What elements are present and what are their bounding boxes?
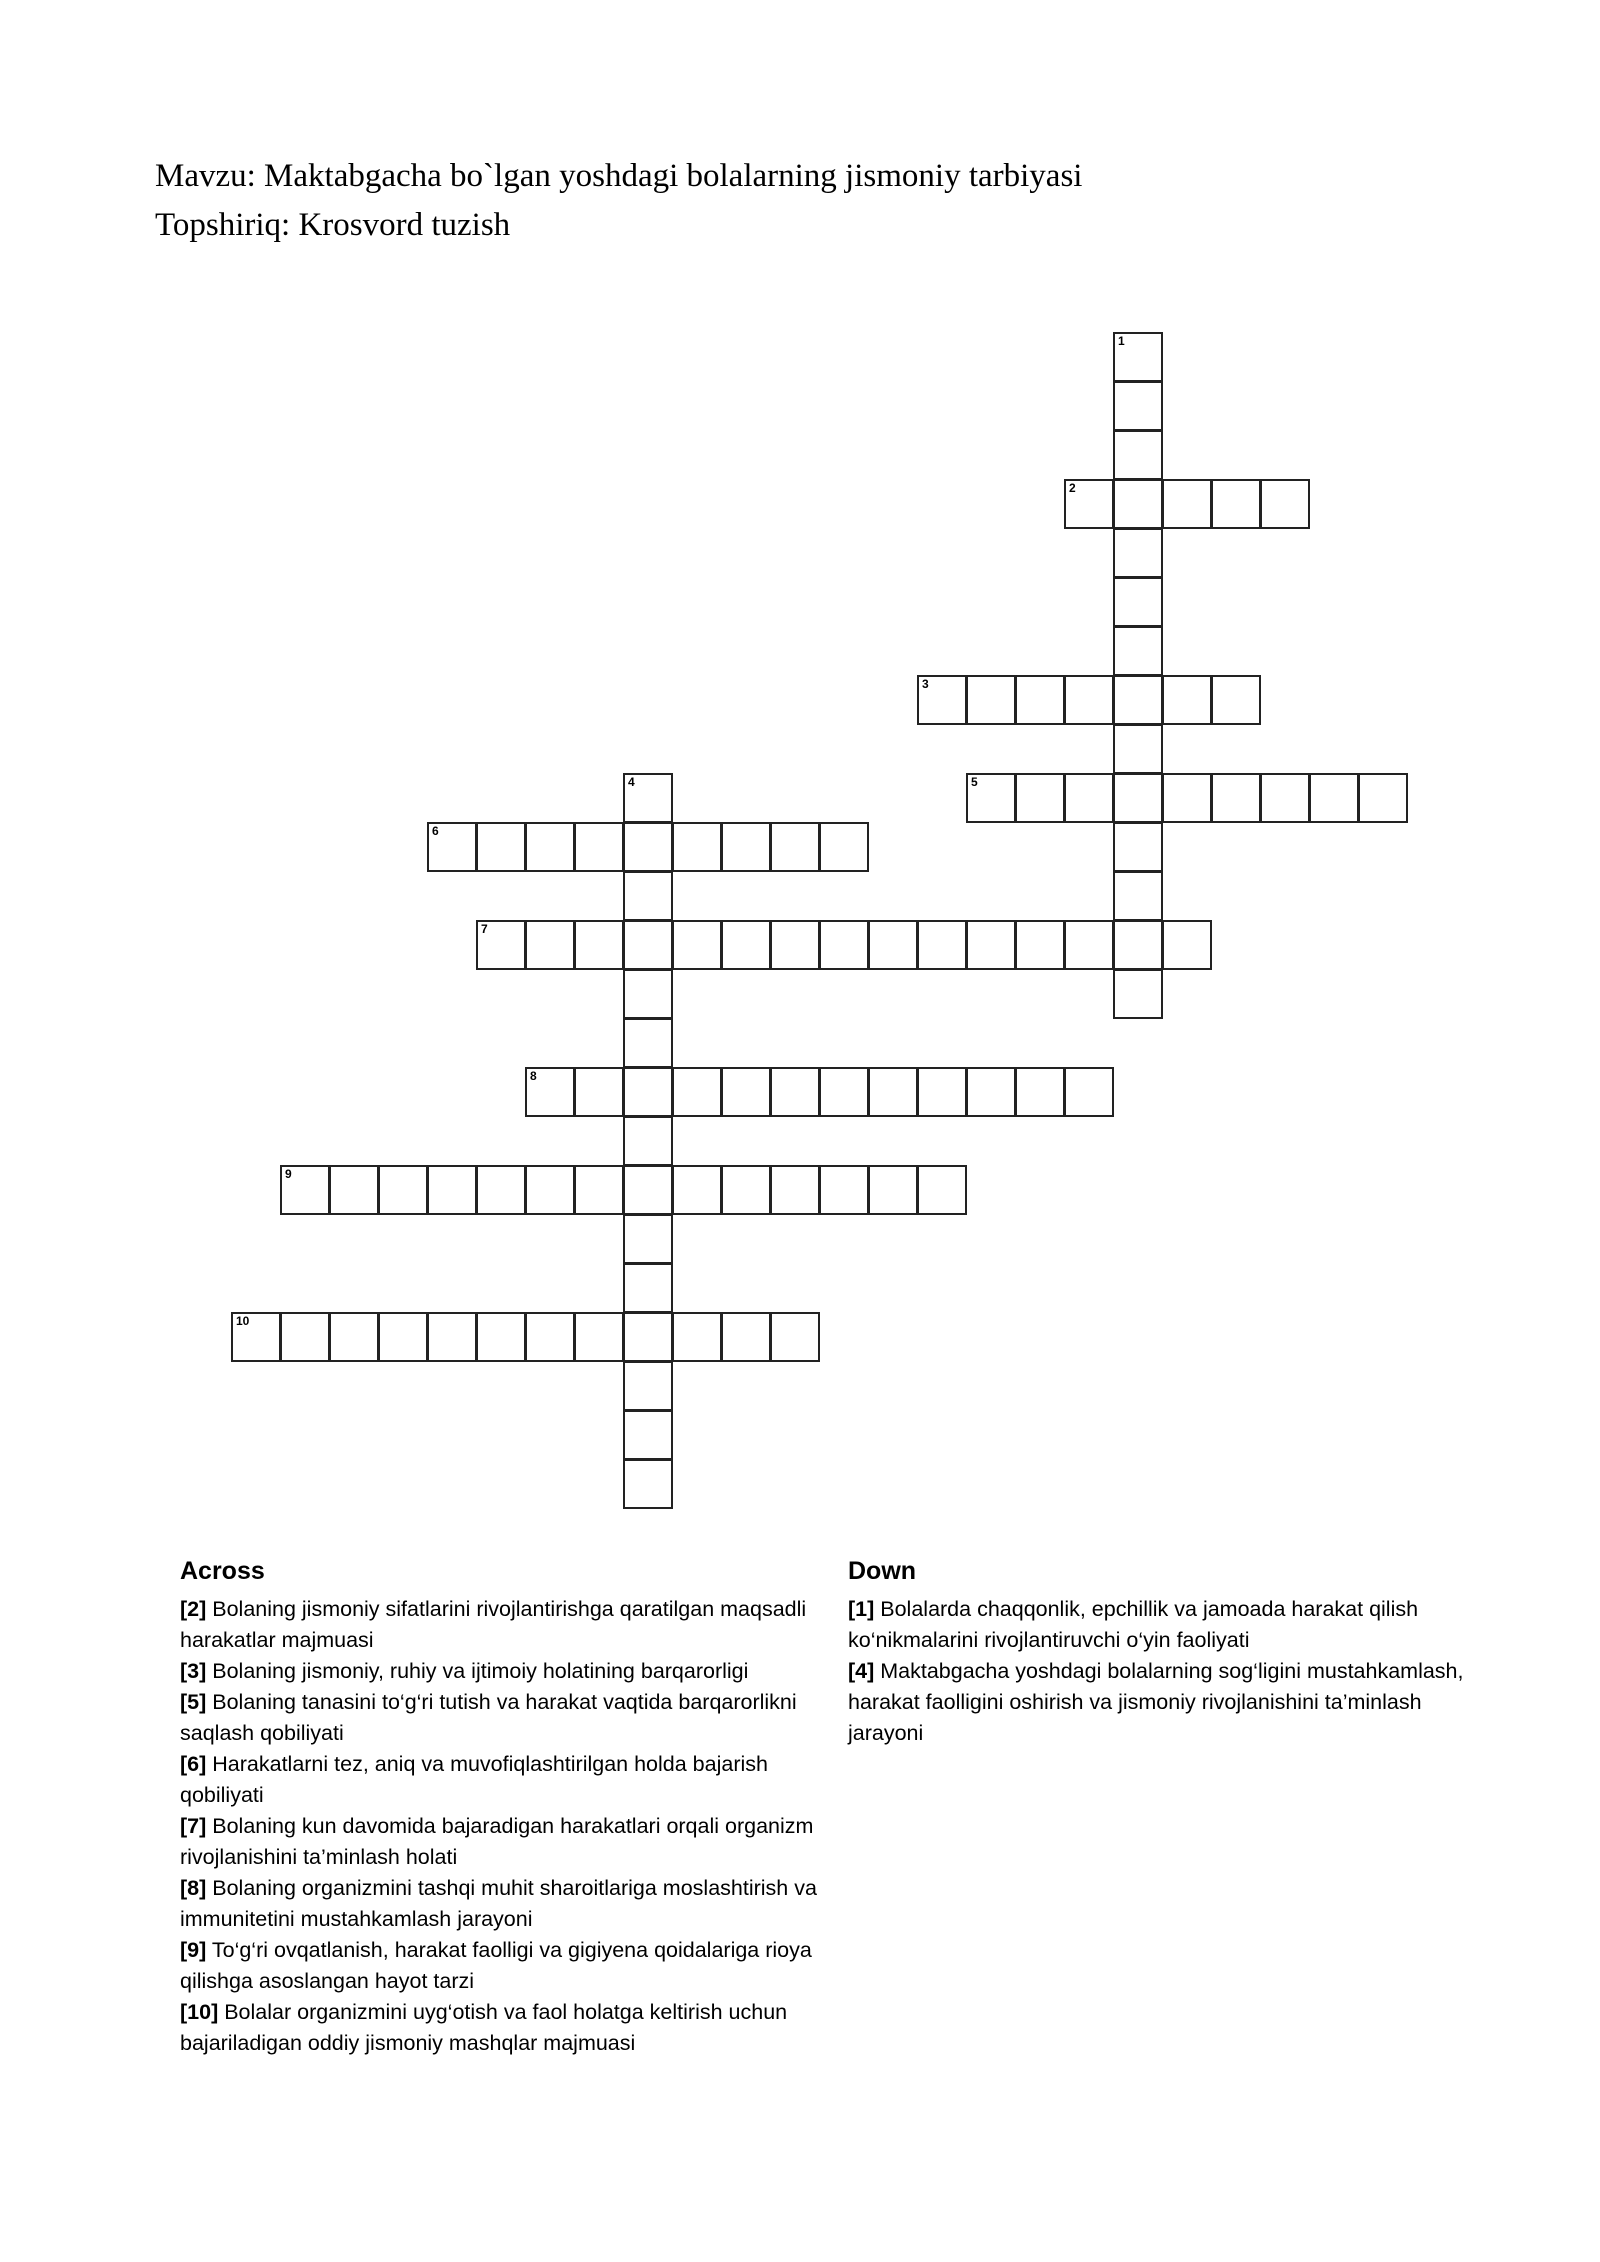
- crossword-cell[interactable]: [1113, 773, 1163, 823]
- crossword-cell[interactable]: [1113, 920, 1163, 970]
- across-clues: [180, 1556, 830, 2059]
- crossword-cell[interactable]: [917, 1067, 967, 1117]
- crossword-cell[interactable]: [1064, 773, 1114, 823]
- across-clue: [180, 1656, 830, 1687]
- crossword-cell[interactable]: [966, 920, 1016, 970]
- crossword-cell[interactable]: [574, 1165, 624, 1215]
- crossword-cell[interactable]: [231, 1312, 281, 1362]
- crossword-cell[interactable]: [966, 1067, 1016, 1117]
- crossword-cell[interactable]: [427, 822, 477, 872]
- crossword-cell[interactable]: [525, 1067, 575, 1117]
- crossword-cell[interactable]: [721, 822, 771, 872]
- crossword-cell[interactable]: [1113, 381, 1163, 431]
- crossword-cell[interactable]: [1113, 479, 1163, 529]
- crossword-cell[interactable]: [917, 675, 967, 725]
- clue-number: [3]: [180, 1659, 207, 1683]
- crossword-cell[interactable]: [1015, 675, 1065, 725]
- down-clue: [848, 1656, 1468, 1749]
- crossword-cell[interactable]: [1064, 1067, 1114, 1117]
- crossword-cell[interactable]: [868, 920, 918, 970]
- across-clue: [180, 1749, 830, 1811]
- crossword-cell[interactable]: [1260, 773, 1310, 823]
- crossword-cell[interactable]: [1064, 920, 1114, 970]
- clue-number: [4]: [848, 1659, 875, 1683]
- clue-text: Bolalar organizmini uyg‘otish va faol holatga keltirish uchun bajariladigan oddiy jismoniy mashqlar majmuasi: [180, 2000, 788, 2055]
- down-clues: [848, 1556, 1468, 1749]
- across-clue: [180, 1873, 830, 1935]
- crossword-cell[interactable]: [1064, 479, 1114, 529]
- crossword-cell[interactable]: [1113, 822, 1163, 872]
- crossword-cell[interactable]: [770, 1067, 820, 1117]
- crossword-cell[interactable]: [280, 1312, 330, 1362]
- crossword-cell[interactable]: [623, 1459, 673, 1509]
- crossword-cell[interactable]: [378, 1165, 428, 1215]
- crossword-cell[interactable]: [525, 822, 575, 872]
- clue-text: Maktabgacha yoshdagi bolalarning sog‘ligini mustahkamlash, harakat faolligini oshirish va jismoniy rivojlanishini ta’minlash jarayoni: [848, 1659, 1464, 1745]
- crossword-cell[interactable]: [1113, 871, 1163, 921]
- crossword-cell[interactable]: [1113, 528, 1163, 578]
- crossword-cell[interactable]: [623, 1067, 673, 1117]
- crossword-cell[interactable]: [329, 1312, 379, 1362]
- crossword-cell[interactable]: [623, 871, 673, 921]
- clue-number: 3: [922, 677, 929, 691]
- crossword-cell[interactable]: [966, 675, 1016, 725]
- clue-number: 6: [432, 824, 439, 838]
- crossword-cell[interactable]: [1113, 969, 1163, 1019]
- crossword-cell[interactable]: [1211, 675, 1261, 725]
- across-heading: Across: [180, 1557, 265, 1585]
- clue-text: Bolaning jismoniy, ruhiy va ijtimoiy holatining barqarorligi: [206, 1659, 749, 1683]
- clue-text: Harakatlarni tez, aniq va muvofiqlashtirilgan holda bajarish qobiliyati: [180, 1752, 768, 1807]
- crossword-cell[interactable]: [1064, 675, 1114, 725]
- crossword-cell[interactable]: [476, 1312, 526, 1362]
- clue-number: [10]: [180, 2000, 219, 2024]
- crossword-cell[interactable]: [721, 1067, 771, 1117]
- crossword-cell[interactable]: [574, 1312, 624, 1362]
- clue-text: Bolaning organizmini tashqi muhit sharoitlariga moslashtirish va immunitetini mustahkamlash jarayoni: [180, 1876, 817, 1931]
- task-line: Topshiriq: Krosvord tuzish: [155, 207, 511, 243]
- crossword-cell[interactable]: [623, 1410, 673, 1460]
- crossword-cell[interactable]: [819, 1067, 869, 1117]
- crossword-cell[interactable]: [819, 822, 869, 872]
- crossword-cell[interactable]: [623, 969, 673, 1019]
- crossword-cell[interactable]: [721, 920, 771, 970]
- across-clue: [180, 1997, 830, 2059]
- clue-text: Bolaning kun davomida bajaradigan harakatlari orqali organizm rivojlanishini ta’minlash holati: [180, 1814, 814, 1869]
- clue-number: [8]: [180, 1876, 207, 1900]
- crossword-cell[interactable]: [917, 920, 967, 970]
- crossword-cell[interactable]: [1162, 920, 1212, 970]
- crossword-cell[interactable]: [721, 1312, 771, 1362]
- crossword-cell[interactable]: [623, 1214, 673, 1264]
- clue-number: 1: [1118, 334, 1125, 348]
- crossword-cell[interactable]: [770, 1165, 820, 1215]
- clue-number: [5]: [180, 1690, 207, 1714]
- crossword-cell[interactable]: [623, 1263, 673, 1313]
- crossword-cell[interactable]: [574, 1067, 624, 1117]
- crossword-cell[interactable]: [574, 920, 624, 970]
- crossword-cell[interactable]: [819, 920, 869, 970]
- crossword-cell[interactable]: [1015, 920, 1065, 970]
- crossword-cell[interactable]: [1113, 675, 1163, 725]
- clue-text: To‘g‘ri ovqatlanish, harakat faolligi va gigiyena qoidalariga rioya qilishga asoslangan hayot tarzi: [180, 1938, 812, 1993]
- crossword-cell[interactable]: [868, 1067, 918, 1117]
- crossword-cell[interactable]: [917, 1165, 967, 1215]
- clue-number: 2: [1069, 481, 1076, 495]
- across-clue: [180, 1687, 830, 1749]
- crossword-cell[interactable]: [623, 773, 673, 823]
- crossword-cell[interactable]: [1211, 479, 1261, 529]
- crossword-cell[interactable]: [574, 822, 624, 872]
- clue-number: 8: [530, 1069, 537, 1083]
- crossword-cell[interactable]: [1260, 479, 1310, 529]
- crossword-cell[interactable]: [280, 1165, 330, 1215]
- crossword-cell[interactable]: [329, 1165, 379, 1215]
- crossword-cell[interactable]: [1309, 773, 1359, 823]
- crossword-cell[interactable]: [476, 822, 526, 872]
- crossword-cell[interactable]: [1113, 577, 1163, 627]
- down-heading: Down: [848, 1557, 917, 1585]
- crossword-cell[interactable]: [1211, 773, 1261, 823]
- crossword-cell[interactable]: [770, 920, 820, 970]
- crossword-cell[interactable]: [623, 920, 673, 970]
- crossword-cell[interactable]: [770, 822, 820, 872]
- crossword-cell[interactable]: [1162, 675, 1212, 725]
- crossword-cell[interactable]: [1358, 773, 1408, 823]
- clue-number: [1]: [848, 1597, 875, 1621]
- crossword-cell[interactable]: [1015, 1067, 1065, 1117]
- across-clue-list: [180, 1594, 830, 2059]
- crossword-cell[interactable]: [427, 1312, 477, 1362]
- crossword-cell[interactable]: [476, 920, 526, 970]
- crossword-cell[interactable]: [672, 1312, 722, 1362]
- crossword-cell[interactable]: [1162, 773, 1212, 823]
- clue-number: [9]: [180, 1938, 207, 1962]
- crossword-cell[interactable]: [966, 773, 1016, 823]
- crossword-cell[interactable]: [1015, 773, 1065, 823]
- across-clue: [180, 1594, 830, 1656]
- crossword-cell[interactable]: [1162, 479, 1212, 529]
- clue-number: 7: [481, 922, 488, 936]
- crossword-cell[interactable]: [868, 1165, 918, 1215]
- clue-number: [7]: [180, 1814, 207, 1838]
- crossword-cell[interactable]: [1113, 626, 1163, 676]
- crossword-cell[interactable]: [378, 1312, 428, 1362]
- clue-number: 4: [628, 775, 635, 789]
- crossword-cell[interactable]: [672, 1165, 722, 1215]
- clue-number: 10: [236, 1314, 250, 1328]
- crossword-cell[interactable]: [525, 1165, 575, 1215]
- crossword-cell[interactable]: [819, 1165, 869, 1215]
- clue-text: Bolaning jismoniy sifatlarini rivojlantirishga qaratilgan maqsadli harakatlar majmuasi: [180, 1597, 807, 1652]
- crossword-cell[interactable]: [623, 1361, 673, 1411]
- crossword-cell[interactable]: [623, 1312, 673, 1362]
- clue-number: 5: [971, 775, 978, 789]
- down-clue: [848, 1594, 1468, 1656]
- down-clue-list: [848, 1594, 1468, 1749]
- crossword-cell[interactable]: [623, 1165, 673, 1215]
- crossword-cell[interactable]: [623, 1116, 673, 1166]
- crossword-cell[interactable]: [1113, 724, 1163, 774]
- crossword-cell[interactable]: [623, 822, 673, 872]
- across-clue: [180, 1935, 830, 1997]
- crossword-cell[interactable]: [623, 1018, 673, 1068]
- clue-number: [6]: [180, 1752, 207, 1776]
- crossword-cell[interactable]: [1113, 332, 1163, 382]
- clue-text: Bolalarda chaqqonlik, epchillik va jamoada harakat qilish ko‘nikmalarini rivojlantiruvchi o‘yin faoliyati: [848, 1597, 1419, 1652]
- crossword-cell[interactable]: [721, 1165, 771, 1215]
- clue-number: [2]: [180, 1597, 207, 1621]
- clue-number: 9: [285, 1167, 292, 1181]
- crossword-cell[interactable]: [476, 1165, 526, 1215]
- crossword-cell[interactable]: [672, 822, 722, 872]
- clue-text: Bolaning tanasini to‘g‘ri tutish va harakat vaqtida barqarorlikni saqlash qobiliyati: [180, 1690, 797, 1745]
- crossword-cell[interactable]: [525, 1312, 575, 1362]
- crossword-cell[interactable]: [1113, 430, 1163, 480]
- crossword-cell[interactable]: [672, 1067, 722, 1117]
- crossword-cell[interactable]: [672, 920, 722, 970]
- crossword-cell[interactable]: [427, 1165, 477, 1215]
- topic-line: Mavzu: Maktabgacha bo`lgan yoshdagi bolalarning jismoniy tarbiyasi: [155, 158, 1083, 194]
- crossword-cell[interactable]: [525, 920, 575, 970]
- across-clue: [180, 1811, 830, 1873]
- crossword-cell[interactable]: [770, 1312, 820, 1362]
